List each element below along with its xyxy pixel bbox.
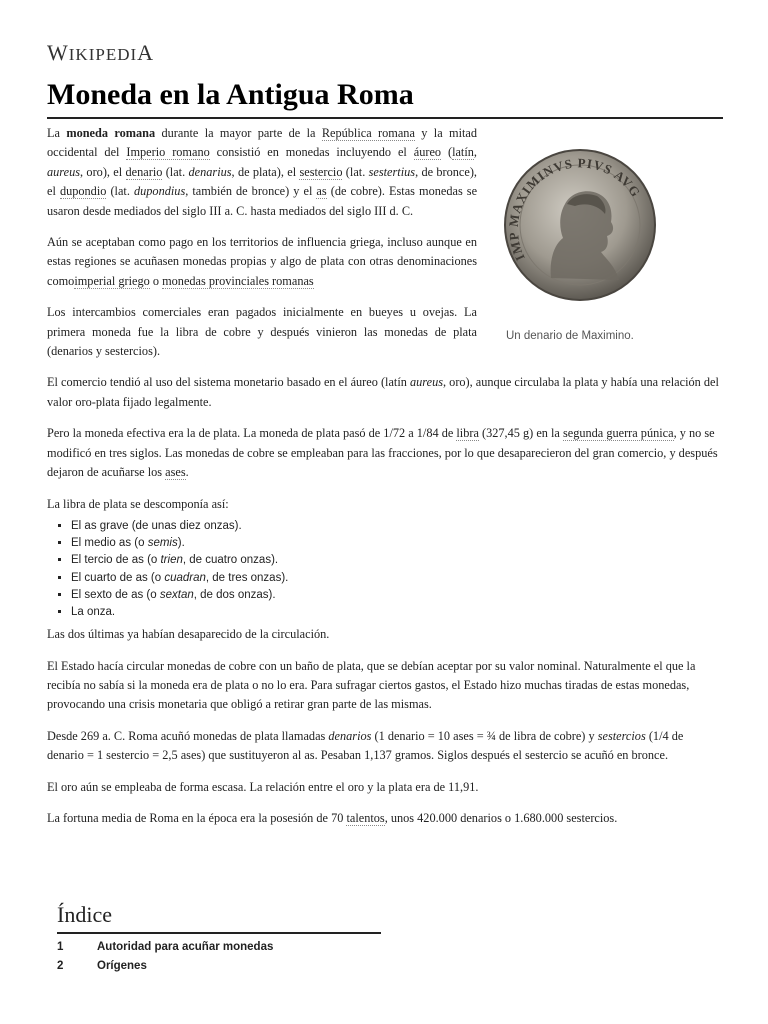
italic-term: semis [147,537,178,550]
text: El cuarto de as (o [71,571,165,584]
link-latin[interactable]: latín [452,145,474,160]
italic-term: denarius [188,164,232,179]
text: o [149,273,163,288]
paragraph-3: Los intercambios comerciales eran pagados inicialmente en bueyes u ovejas. La primera moneda fue la libra de cobre y después vinieron las monedas de plata (denarios y sestercios). [47,305,477,359]
text: (lat. [342,164,369,179]
text: El comercio tendió al uso del sistema monetario basado en el áureo (latín [47,375,410,390]
text: (327,45 g) en la [478,426,563,441]
italic-term: trien [160,554,183,567]
paragraph-4 [47,373,723,412]
text: El sexto de as (o [71,588,160,601]
text: El tercio de as (o [71,554,161,567]
text: , de cuatro onzas). [182,554,279,567]
text: (1/4 de denario = 1 sestercio = 2,5 ases) que sustituyeron al as. Pesaban 1,137 gramos. Siglos después el sestercio se acuñó en bronce. [47,728,684,763]
text: , oro), aunque circulaba la plata y había una relación del valor oro-plata fijado legalmente. [47,375,719,409]
link-as[interactable]: as [316,184,327,199]
logo-letter-a: A [137,40,155,65]
article-body [47,124,723,840]
paragraph-9 [47,727,723,766]
toc-label: Orígenes [97,960,147,972]
toc-item[interactable] [57,960,381,972]
logo-letters: IKIPEDI [68,45,138,64]
table-of-contents [57,902,381,972]
link-dupondio[interactable]: dupondio [59,184,107,199]
italic-term: cuadran [164,571,206,584]
italic-term: sestertius [368,164,416,179]
lead-section [47,124,723,361]
text: , unos 420.000 denarios o 1.680.000 sestercios. [384,810,618,825]
text: , oro), el [80,164,126,179]
paragraph-10: El oro aún se empleaba de forma escasa. La relación entre el oro y la plata era de 11,91. [47,779,479,794]
text: , también de bronce) y el [185,184,317,199]
list-item [71,604,723,621]
text: (de cobre). Estas monedas se usaron desde mediados del siglo III a. C. hasta mediados del siglo III d. C. [47,184,478,218]
text: durante la mayor parte de la [155,126,322,140]
page-title: Moneda en la Antigua Roma [47,78,414,111]
text: , de dos onzas). [193,588,276,601]
paragraph-6: La libra de plata se descomponía así: [47,496,229,511]
link-republica-romana[interactable]: República romana [321,126,415,140]
paragraph-8: El Estado hacía circular monedas de cobre con un baño de plata, que se debían aceptar por su valor nominal. Naturalmente el que la recibía no sabía si la moneda era de plata o no lo era. Para sufragar ciertos gastos, el Estado hizo muchas tiradas de estas monedas, provocando una crisis monetaria que obligó a retirar gran parte de las mismas. [47,658,696,712]
logo-letter-w: W [47,40,69,65]
paragraph-11 [47,809,723,828]
link-talentos[interactable]: talentos [346,810,385,825]
link-sestercio[interactable]: sestercio [299,164,343,179]
text: El as grave (de unas diez onzas). [71,519,242,532]
link-imperio-romano[interactable]: Imperio romano [126,145,210,160]
link-segunda-guerra-punica[interactable]: segunda guerra púnica [562,426,674,441]
text: y la mitad occidental del [47,126,478,160]
text: La onza. [71,605,116,618]
bold-term: moneda romana [66,126,156,140]
text: ). [177,537,185,550]
paragraph-5 [47,424,723,482]
toc-number: 2 [57,960,64,972]
italic-term: aureus [47,164,81,179]
text: , [473,145,477,160]
list-item [71,587,723,604]
paragraph-7: Las dos últimas ya habían desaparecido de la circulación. [47,627,330,642]
text: , de plata), el [231,164,300,179]
text: (lat. [106,184,134,199]
title-divider [47,117,723,119]
paragraph-1 [47,124,477,221]
link-denario[interactable]: denario [125,164,163,179]
toc-item[interactable] [57,941,381,953]
toc-title: Índice [57,902,381,934]
italic-term: sestercios [597,728,646,743]
toc-number: 1 [57,941,64,953]
text: . [185,465,189,480]
text: ( [441,145,453,160]
toc-label: Autoridad para acuñar monedas [97,941,274,953]
wikipedia-logo[interactable] [47,40,154,66]
link-libra[interactable]: libra [456,426,479,441]
italic-term: denarios [328,728,372,743]
text: , de tres onzas). [205,571,289,584]
text: El medio as (o [71,537,148,550]
text: , de bronce), el [47,164,478,199]
text: (1 denario = 10 ases = ¾ de libra de cobre) y [371,728,598,743]
italic-term: sextan [159,588,194,601]
text: La [47,126,67,140]
text: Pero la moneda efectiva era la de plata. La moneda de plata pasó de 1/72 a 1/84 de [47,426,457,441]
text: (lat. [162,164,189,179]
text: Aún se aceptaban como pago en los territorios de influencia griega, incluso aunque en estas regiones se acuñasen monedas propias y algo de plata con otras denominaciones como [47,235,477,288]
text: Desde 269 a. C. Roma acuñó monedas de plata llamadas [47,728,329,743]
list-item [71,535,723,552]
list-item [71,570,723,587]
italic-term: dupondius [133,184,186,199]
coin-legend: IMP MAXIMINVS PIVS AVG [505,155,644,264]
italic-term: aureus [409,375,444,390]
libra-list [47,518,723,621]
list-item [71,518,723,535]
link-monedas-provinciales[interactable]: monedas provinciales romanas [162,273,314,288]
list-item [71,552,723,569]
text: , y no se modificó en tres siglos. Las monedas de cobre se empleaban para las fracciones, por lo que desaparecieron del gran comercio, y después dejaron de acuñarse los [47,426,718,480]
link-imperial-griego[interactable]: imperial griego [74,273,150,288]
figure-caption: Un denario de Maximino. [506,330,634,342]
text: La fortuna media de Roma en la época era la posesión de 70 [47,810,347,825]
link-aureo[interactable]: áureo [413,145,442,160]
link-ases[interactable]: ases [165,465,186,480]
paragraph-2 [47,233,477,291]
text: consistió en monedas incluyendo el [209,145,414,160]
